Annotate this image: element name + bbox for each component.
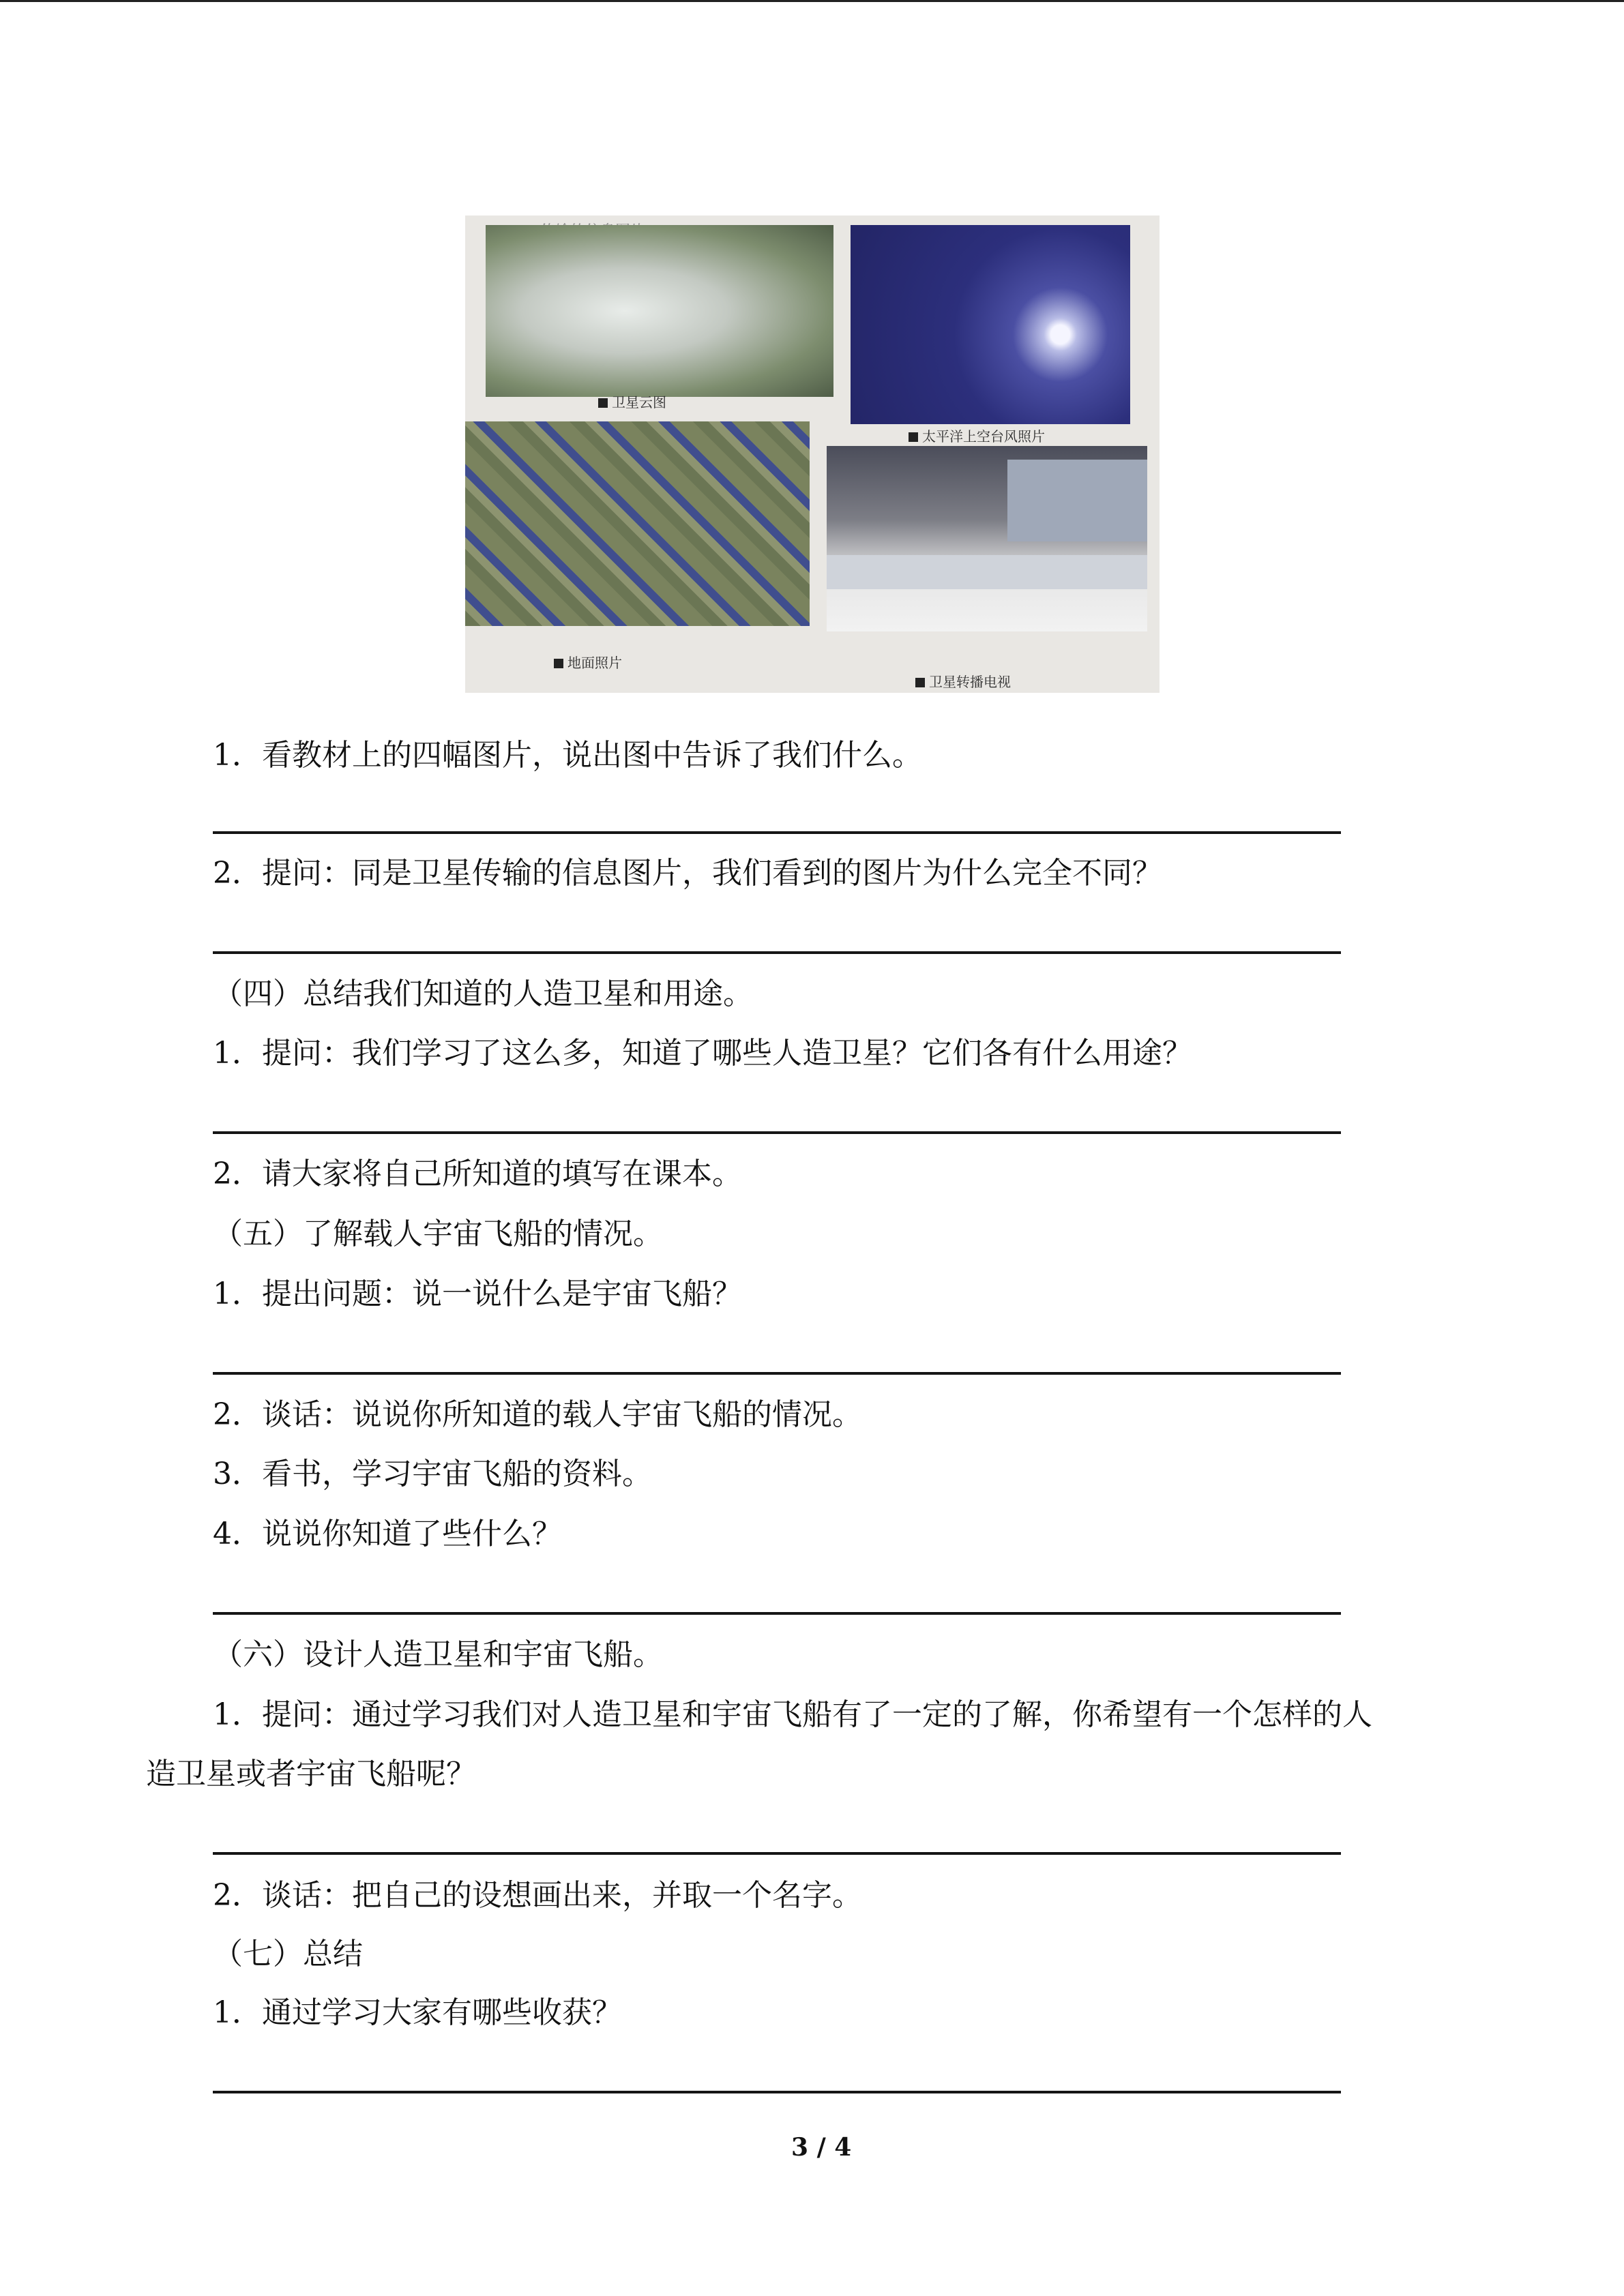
instruction-line: 2．请大家将自己所知道的填写在课本。 xyxy=(213,1157,742,1191)
answer-line[interactable] xyxy=(213,2091,1341,2093)
instruction-line: 2．谈话：把自己的设想画出来，并取一个名字。 xyxy=(213,1878,862,1913)
tv-broadcast-image xyxy=(827,446,1147,631)
section-heading: （六）设计人造卫星和宇宙飞船。 xyxy=(213,1637,663,1672)
question-line: 2．提问：同是卫星传输的信息图片，我们看到的图片为什么完全不同？ xyxy=(213,856,1162,891)
question-line: 1．提问：通过学习我们对人造卫星和宇宙飞船有了一定的了解，你希望有一个怎样的人 xyxy=(213,1697,1372,1732)
page-number: 3 / 4 xyxy=(791,2133,852,2162)
question-line: 4．说说你知道了些什么？ xyxy=(213,1517,562,1551)
photo-caption-text: 卫星云图 xyxy=(612,394,666,411)
instruction-line: 3．看书，学习宇宙飞船的资料。 xyxy=(213,1457,652,1491)
tv-screen xyxy=(1007,460,1147,541)
caption-marker-icon xyxy=(554,659,563,668)
photo-caption xyxy=(915,671,1011,691)
question-line: 1．提出问题：说一说什么是宇宙飞船？ xyxy=(213,1277,742,1311)
answer-line[interactable] xyxy=(213,1612,1341,1615)
control-desk xyxy=(827,555,1147,589)
answer-line[interactable] xyxy=(213,1852,1341,1855)
ground-image xyxy=(465,421,810,626)
answer-line[interactable] xyxy=(213,1131,1341,1134)
question-line: 1．通过学习大家有哪些收获？ xyxy=(213,1995,622,2030)
section-heading: （四）总结我们知道的人造卫星和用途。 xyxy=(213,976,753,1011)
caption-marker-icon xyxy=(915,678,925,687)
typhoon-image xyxy=(851,225,1130,424)
question-line: 1．提问：我们学习了这么多，知道了哪些人造卫星？它们各有什么用途？ xyxy=(213,1036,1192,1071)
textbook-photo xyxy=(465,215,1160,693)
instruction-line: 2．谈话：说说你所知道的载人宇宙飞船的情况。 xyxy=(213,1397,862,1432)
answer-line[interactable] xyxy=(213,1372,1341,1375)
question-line-continued: 造卫星或者宇宙飞船呢？ xyxy=(146,1757,476,1791)
photo-caption xyxy=(554,652,622,672)
question-line: 1．看教材上的四幅图片，说出图中告诉了我们什么。 xyxy=(213,738,922,773)
caption-marker-icon xyxy=(909,432,918,442)
caption-marker-icon xyxy=(598,398,608,408)
section-heading: （七）总结 xyxy=(213,1937,363,1971)
section-heading: （五）了解载人宇宙飞船的情况。 xyxy=(213,1217,663,1251)
photo-caption-text: 太平洋上空台风照片 xyxy=(922,428,1045,445)
photo-caption-text: 卫星转播电视 xyxy=(929,674,1011,690)
photo-caption xyxy=(909,426,1045,445)
photo-caption-text: 地面照片 xyxy=(567,655,622,671)
answer-line[interactable] xyxy=(213,951,1341,954)
answer-line[interactable] xyxy=(213,831,1341,834)
satellite-cloud-image xyxy=(486,225,833,397)
photo-caption xyxy=(598,391,666,411)
top-border xyxy=(0,0,1624,2)
